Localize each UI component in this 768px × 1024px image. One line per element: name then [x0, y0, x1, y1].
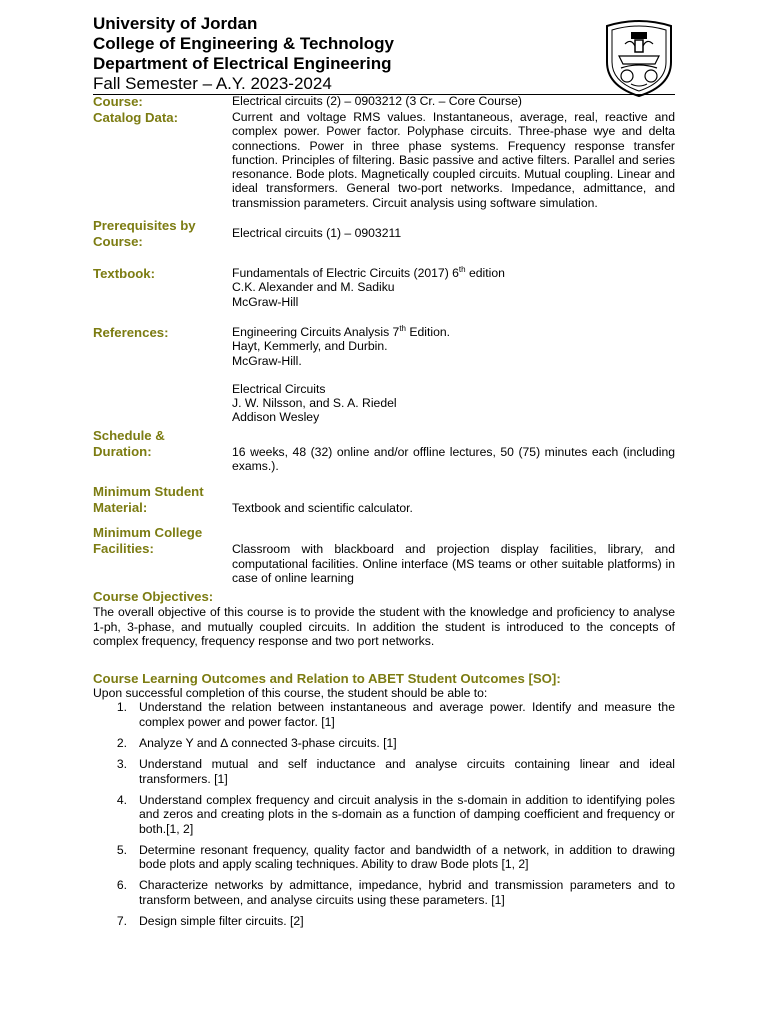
semester-line: Fall Semester – A.Y. 2023-2024 — [93, 74, 332, 93]
textbook-publisher: McGraw-Hill — [232, 294, 299, 309]
textbook-authors: C.K. Alexander and M. Sadiku — [232, 280, 395, 295]
schedule-label-line2: Duration: — [93, 443, 152, 459]
outcome-item: 2. Analyze Y and ∆ connected 3-phase circuits. [1] — [116, 736, 397, 751]
outcome-item: 4. Understand complex frequency and circuit analysis in the s-domain in addition to identifying poles and zeros and creating plots in the s-domain as a function of damping coefficient and frequency or both.[1, 2] — [116, 792, 675, 836]
references-label: References: — [93, 324, 169, 340]
university-seal-icon — [601, 18, 677, 98]
prerequisites-label-line1: Prerequisites by — [93, 218, 196, 234]
course-syllabus — [93, 95, 675, 928]
prerequisites-label — [93, 218, 232, 250]
reference-1-publisher: McGraw-Hill. — [232, 353, 302, 368]
student-material-label — [93, 484, 232, 516]
references-row — [93, 325, 675, 425]
prerequisites-row — [93, 218, 675, 250]
references-value — [232, 325, 675, 425]
prerequisites-value — [232, 218, 675, 250]
college-facilities-label — [93, 525, 232, 585]
schedule-label — [93, 428, 232, 474]
reference-1-authors: Hayt, Kemmerly, and Durbin. — [232, 339, 388, 354]
college-name: College of Engineering & Technology — [93, 34, 394, 53]
outcomes-title: Course Learning Outcomes and Relation to ABET Student Outcomes [SO]: — [93, 671, 561, 687]
objectives-text: The overall objective of this course is to provide the student with the knowledge and proficiency to analyse 1-ph, 3-phase, and mutually coupled circuits. In addition the student is introduced to the concepts of complex frequency, frequency response and two port networks. — [93, 605, 675, 648]
catalog-value: Current and voltage RMS values. Instantaneous, average, real, reactive and complex power. Power factor. Polyphase circuits. Three-phase wye and delta connections. Power in three phase systems. Frequency response transfer function. Principles of filtering. Basic passive and active filters. Parallel and series resonance. Bode plots. Magnetically coupled circuits. Mutual coupling. Linear and ideal transformers. General two-port networks. Impedance, admittance, and transmission parameters. Circuit analysis using software simulation. — [232, 110, 675, 210]
reference-2-authors: J. W. Nilsson, and S. A. Riedel — [232, 396, 397, 411]
outcome-item: 6. Characterize networks by admittance, impedance, hybrid and transmission parameters and to transform between, and analyse circuits using these parameters. [1] — [116, 878, 675, 907]
outcome-item: 7. Design simple filter circuits. [2] — [116, 913, 304, 928]
textbook-row — [93, 266, 675, 309]
textbook-value — [232, 266, 675, 309]
schedule-label-line1: Schedule & — [93, 427, 165, 443]
department-name: Department of Electrical Engineering — [93, 54, 392, 73]
student-material-row — [93, 484, 675, 516]
student-material-text: Textbook and scientific calculator. — [232, 501, 413, 516]
reference-1-title: Engineering Circuits Analysis 7th Edition. — [232, 323, 451, 339]
college-facilities-value — [232, 525, 675, 585]
schedule-text: 16 weeks, 48 (32) online and/or offline lectures, 50 (75) minutes each (including exams.). — [232, 444, 675, 474]
college-facilities-row — [93, 525, 675, 585]
schedule-row — [93, 428, 675, 474]
course-value: Electrical circuits (2) – 0903212 (3 Cr. – Core Course) — [232, 94, 522, 108]
reference-2-title: Electrical Circuits — [232, 381, 326, 396]
schedule-value — [232, 428, 675, 474]
outcome-item: 5. Determine resonant frequency, quality factor and bandwidth of a network, in addition to drawing bode plots and apply scaling techniques. Ability to draw Bode plots [1, 2] — [116, 842, 675, 872]
college-facilities-text: Classroom with blackboard and projection display facilities, library, and computational facilities. Online interface (MS teams or other suitable platforms) in case of online learning — [232, 542, 675, 585]
outcomes-list — [93, 700, 675, 928]
prerequisites-text: Electrical circuits (1) – 0903211 — [232, 226, 402, 241]
document-header — [93, 14, 603, 94]
college-facilities-label-line2: Facilities: — [93, 541, 154, 557]
reference-2-publisher: Addison Wesley — [232, 410, 320, 425]
objectives-title: Course Objectives: — [93, 589, 214, 605]
prerequisites-label-line2: Course: — [93, 234, 143, 250]
outcome-item: 1. Understand the relation between instantaneous and average power. Identify and measure the complex power and power factor. [1] — [116, 700, 675, 729]
course-row — [93, 94, 675, 110]
textbook-title: Fundamentals of Electric Circuits (2017) 6th edition — [232, 265, 505, 281]
course-label: Course: — [93, 94, 143, 109]
catalog-row — [93, 110, 675, 210]
student-material-value — [232, 484, 675, 516]
textbook-label: Textbook: — [93, 266, 156, 282]
outcomes-intro: Upon successful completion of this course, the student should be able to: — [93, 686, 488, 701]
student-material-label-line1: Minimum Student — [93, 484, 204, 500]
university-name: University of Jordan — [93, 14, 258, 33]
outcome-item: 3. Understand mutual and self inductance and analyse circuits containing linear and ideal transformers. [1] — [116, 757, 675, 786]
catalog-label: Catalog Data: — [93, 110, 178, 125]
student-material-label-line2: Material: — [93, 500, 148, 516]
college-facilities-label-line1: Minimum College — [93, 525, 203, 541]
